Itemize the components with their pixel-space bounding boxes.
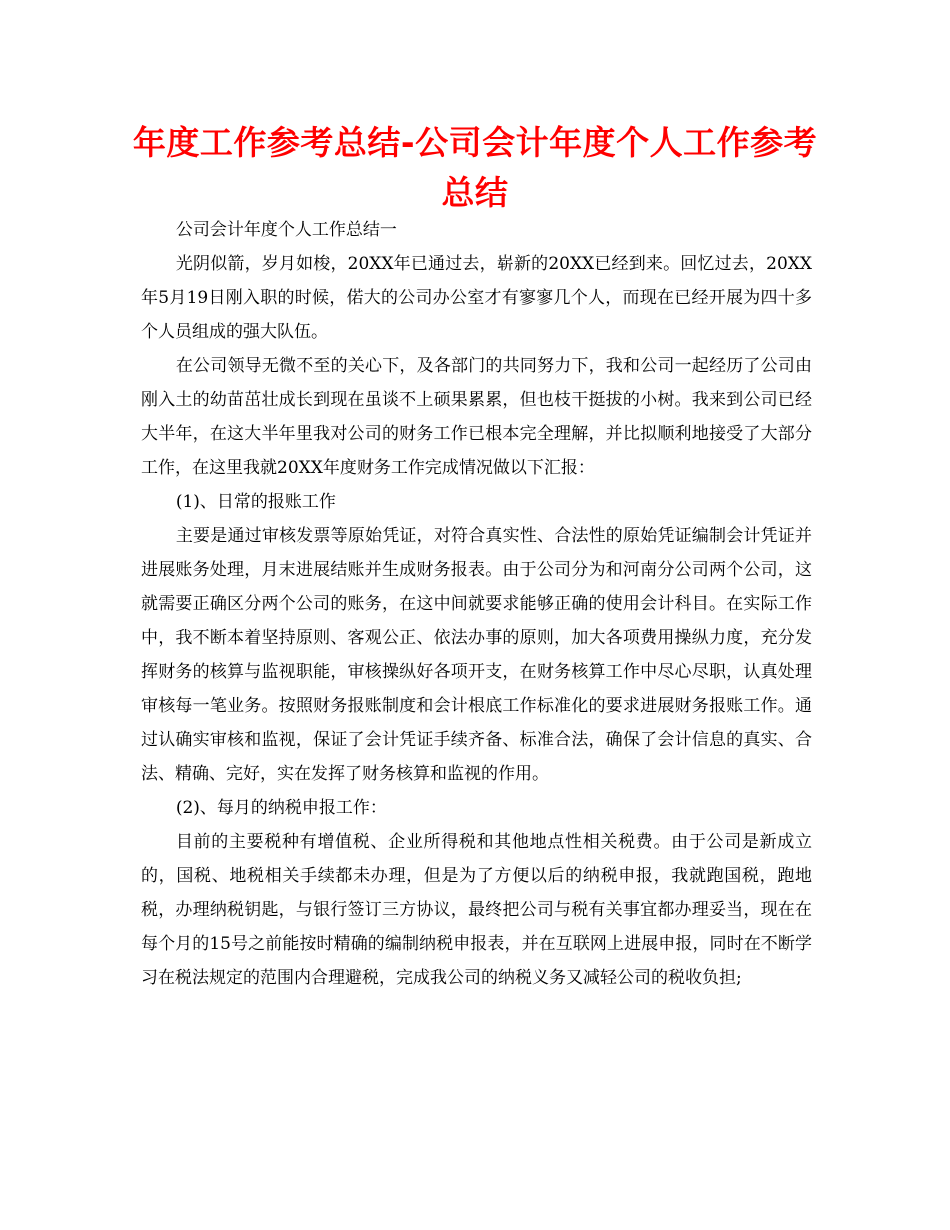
document-title: 年度工作参考总结-公司会计年度个人工作参考总结 [132,123,818,212]
document-body [141,213,812,995]
subheading: (2)、每月的纳税申报工作： [175,798,387,818]
paragraph: 主要是通过审核发票等原始凭证，对符合真实性、合法性的原始凭证编制会计凭证并进展账务处理，月末进展结账并生成财务报表。由于公司分为和河南分公司两个公司，这就需要正确区分两个公司的账务，在这中间就要求能够正确的使用会计科目。在实际工作中，我不断本着坚持原则、客观公正、依法办事的原则，加大各项费用操纵力度，充分发挥财务的核算与监视职能，审核操纵好各项开支，在财务核算工作中尽心尽职，认真处理审核每一笔业务。按照财务报账制度和会计根底工作标准化的要求进展财务报账工作。通过认确实审核和监视，保证了会计凭证手续齐备、标准合法，确保了会计信息的真实、合法、精确、完好，实在发挥了财务核算和监视的作用。 [141,526,812,784]
paragraph: 目前的主要税种有增值税、企业所得税和其他地点性相关税费。由于公司是新成立的，国税、地税相关手续都未办理，但是为了方便以后的纳税申报，我就跑国税，跑地税，办理纳税钥匙，与银行签订三方协议，最终把公司与税有关事宜都办理妥当，现在在每个月的15号之前能按时精确的编制纳税申报表，并在互联网上进展申报，同时在不断学习在税法规定的范围内合理避税，完成我公司的纳税义务又减轻公司的税收负担; [141,832,812,988]
section-heading: 公司会计年度个人工作总结一 [175,220,397,240]
paragraph: 在公司领导无微不至的关心下，及各部门的共同努力下，我和公司一起经历了公司由刚入土的幼苗茁壮成长到现在虽谈不上硕果累累，但也枝干挺拔的小树。我来到公司已经大半年，在这大半年里我对公司的财务工作已根本完全理解，并比拟顺利地接受了大部分工作，在这里我就20XX年度财务工作完成情况做以下汇报： [141,356,812,478]
subheading: (1)、日常的报账工作 [175,492,336,512]
paragraph: 光阴似箭，岁月如梭，20XX年已通过去，崭新的20XX已经到来。回忆过去，20XX年5月19日刚入职的时候，偌大的公司办公室才有寥寥几个人，而现在已经开展为四十多个人员组成的强大队伍。 [141,254,812,342]
